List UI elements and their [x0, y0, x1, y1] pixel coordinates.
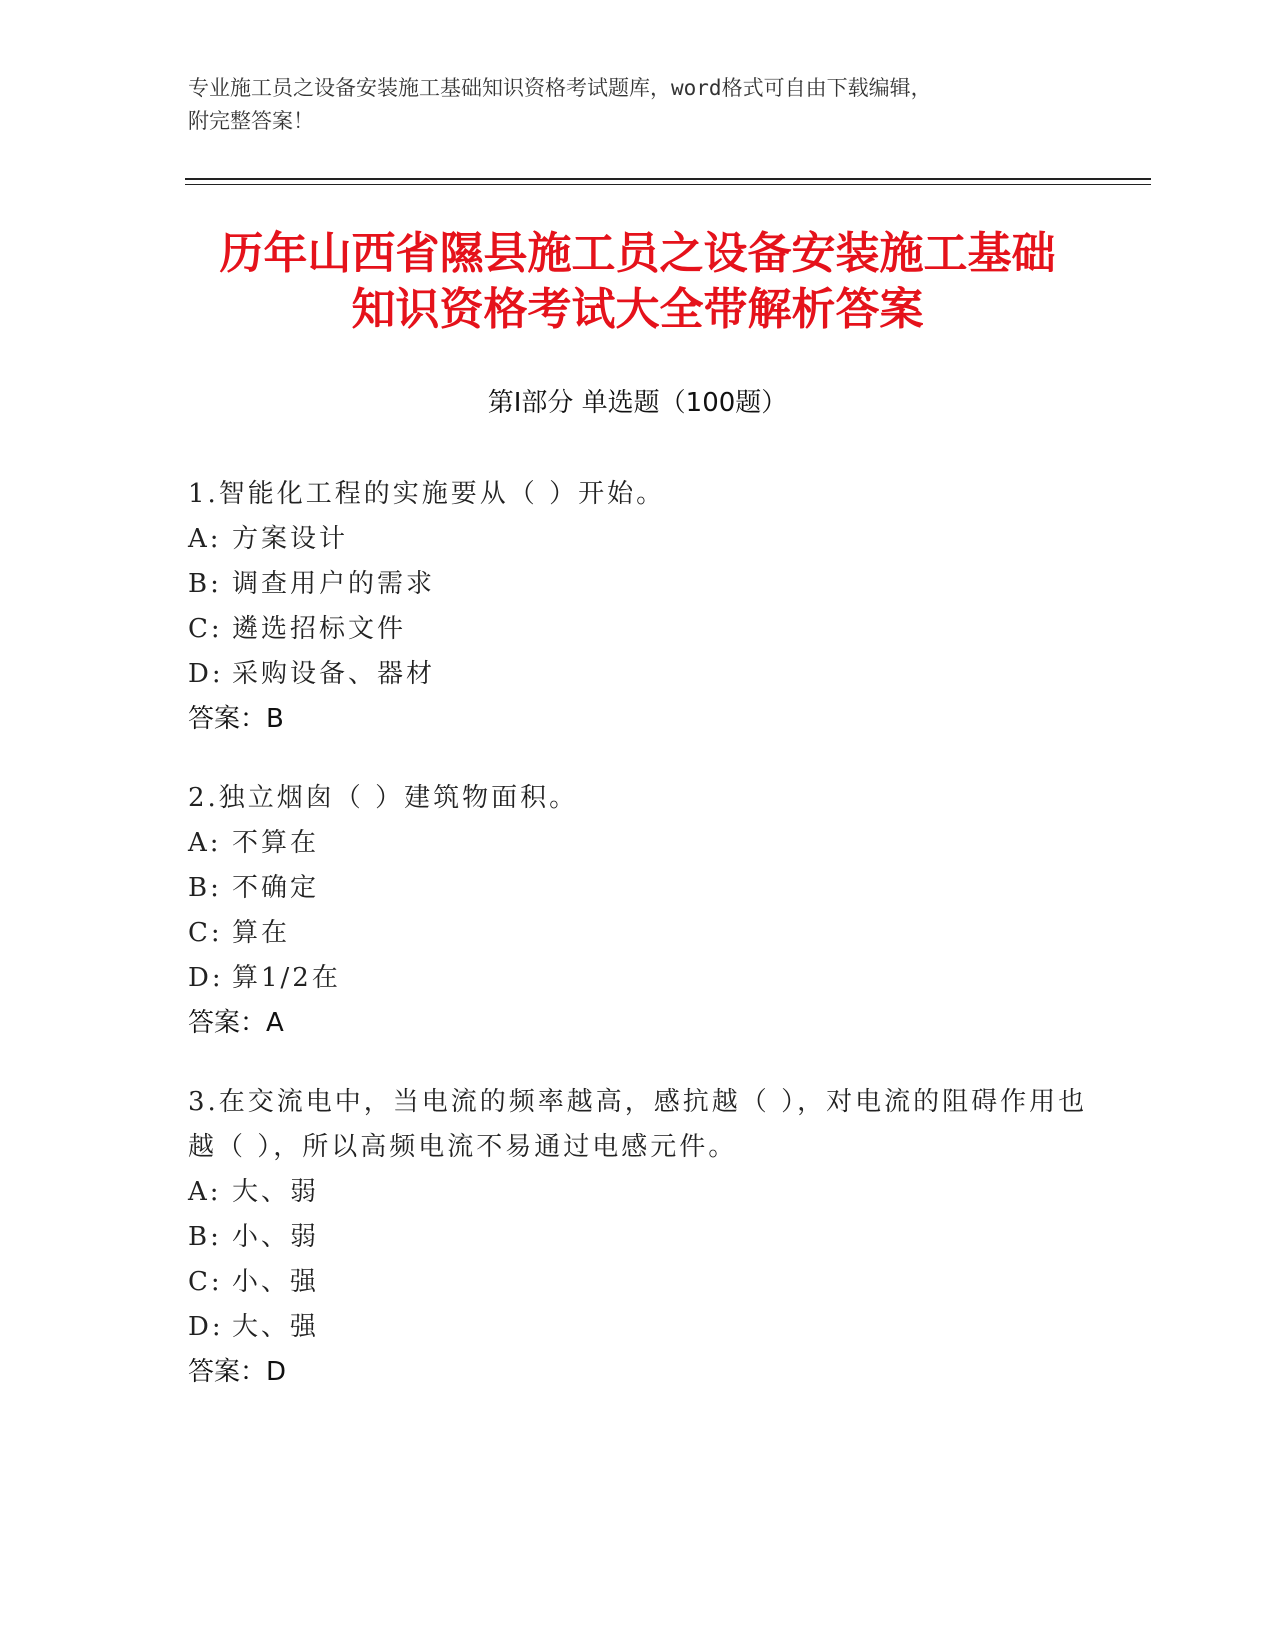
header-divider-thin [185, 184, 1151, 185]
question-list [188, 472, 1088, 1429]
option-key: B: [188, 873, 222, 903]
option-key: A: [188, 524, 222, 554]
question-stem: 2.独立烟囱（ ）建筑物面积。 [188, 783, 579, 813]
option-d [188, 652, 1088, 697]
option-text: 小、弱 [232, 1222, 320, 1252]
document-title-line-2: 知识资格考试大全带解析答案 [351, 284, 924, 335]
option-c [188, 1260, 1088, 1305]
document-title [150, 226, 1125, 338]
option-text: 不算在 [232, 828, 320, 858]
option-text: 方案设计 [232, 524, 349, 554]
option-text: 采购设备、器材 [232, 659, 436, 689]
question-2 [188, 776, 1088, 1046]
question-1 [188, 472, 1088, 742]
option-text: 小、强 [232, 1267, 320, 1297]
header-note [188, 72, 1088, 138]
option-key: A: [188, 828, 222, 858]
answer-line: 答案：B [188, 704, 284, 734]
option-key: C: [188, 614, 223, 644]
option-key: C: [188, 918, 223, 948]
option-text: 算1/2在 [232, 963, 341, 993]
option-b [188, 866, 1088, 911]
option-b [188, 1215, 1088, 1260]
option-text: 算在 [232, 918, 291, 948]
option-a [188, 1170, 1088, 1215]
header-divider-thick [185, 178, 1151, 180]
question-stem: 3.在交流电中，当电流的频率越高，感抗越（ ），对电流的阻碍作用也越（ ），所以高频电流不易通过电感元件。 [188, 1087, 1088, 1162]
option-key: A: [188, 1177, 222, 1207]
document-title-line-1: 历年山西省隰县施工员之设备安装施工基础 [219, 228, 1056, 279]
option-text: 调查用户的需求 [232, 569, 436, 599]
option-key: C: [188, 1267, 223, 1297]
option-c [188, 911, 1088, 956]
option-key: D: [188, 659, 224, 689]
option-d [188, 956, 1088, 1001]
answer-line: 答案：A [188, 1008, 284, 1038]
option-d [188, 1305, 1088, 1350]
option-text: 遴选招标文件 [232, 614, 407, 644]
option-text: 大、弱 [232, 1177, 320, 1207]
header-note-line-1: 专业施工员之设备安装施工基础知识资格考试题库，word格式可自由下载编辑， [188, 76, 932, 100]
option-a [188, 821, 1088, 866]
option-c [188, 607, 1088, 652]
option-a [188, 517, 1088, 562]
section-title: 第Ⅰ部分 单选题（100题） [487, 388, 788, 418]
option-key: D: [188, 1312, 224, 1342]
answer-line: 答案：D [188, 1357, 287, 1387]
option-b [188, 562, 1088, 607]
question-stem: 1.智能化工程的实施要从（ ）开始。 [188, 479, 666, 509]
question-3 [188, 1080, 1088, 1395]
option-key: B: [188, 1222, 222, 1252]
header-note-line-2: 附完整答案！ [188, 109, 314, 133]
option-text: 不确定 [232, 873, 320, 903]
option-key: D: [188, 963, 224, 993]
option-key: B: [188, 569, 222, 599]
option-text: 大、强 [232, 1312, 320, 1342]
